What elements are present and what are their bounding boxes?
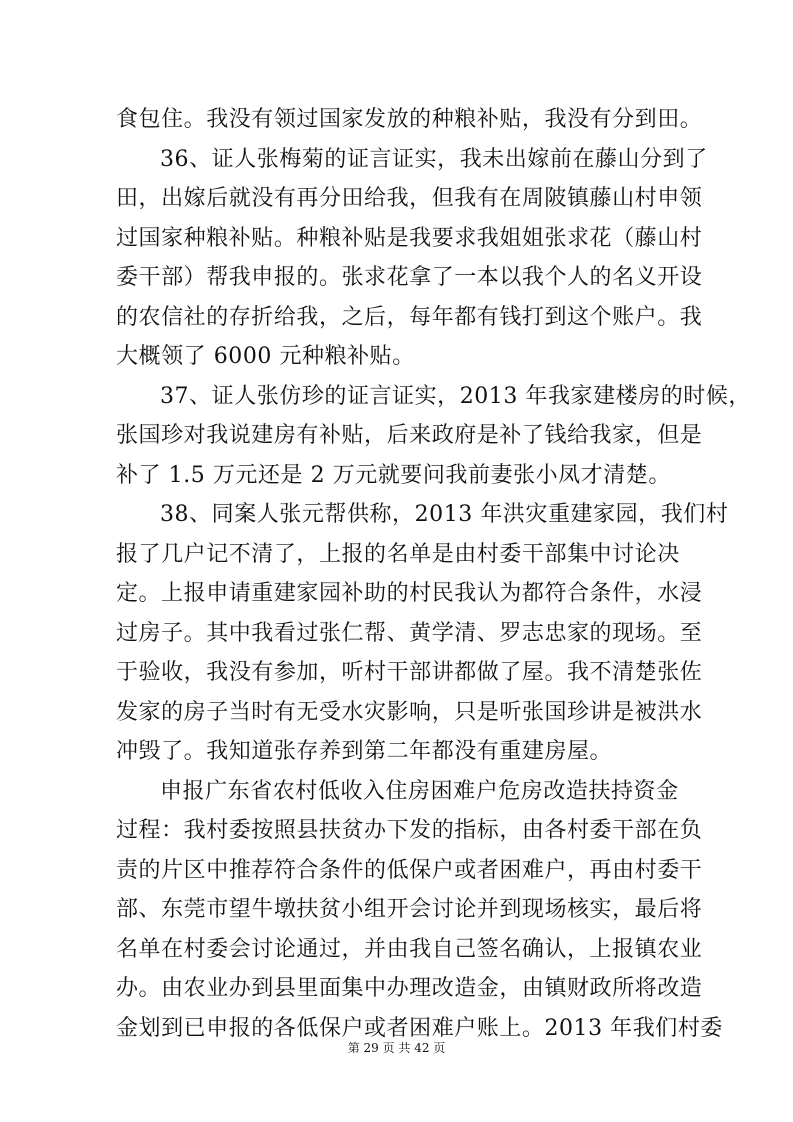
text-line: 食包住。我没有领过国家发放的种粮补贴，我没有分到田。 (116, 107, 703, 132)
text-line: 报了几户记不清了，上报的名单是由村委干部集中讨论决 (116, 542, 680, 567)
text-line: 金划到已申报的各低保户或者困难户账上。2013 年我们村委 (116, 1016, 723, 1041)
text-line: 过房子。其中我看过张仁帮、黄学清、罗志忠家的现场。至 (116, 621, 703, 646)
paragraph-start-line: 37、证人张仿珍的证言证实，2013 年我家建楼房的时候， (160, 384, 751, 409)
text-line: 过程：我村委按照县扶贫办下发的指标，由各村委干部在负 (116, 818, 703, 843)
paragraph-start-line: 38、同案人张元帮供称，2013 年洪灾重建家园，我们村 (160, 502, 729, 527)
text-line: 发家的房子当时有无受水灾影响，只是听张国珍讲是被洪水 (116, 700, 703, 725)
text-line: 大概领了 6000 元种粮补贴。 (116, 344, 415, 369)
text-line: 责的片区中推荐符合条件的低保户或者困难户，再由村委干 (116, 858, 703, 883)
text-line: 委干部）帮我申报的。张求花拿了一本以我个人的名义开设 (116, 265, 703, 290)
text-line: 张国珍对我说建房有补贴，后来政府是补了钱给我家，但是 (116, 423, 703, 448)
text-line: 过国家种粮补贴。种粮补贴是我要求我姐姐张求花（藤山村 (116, 226, 703, 251)
paragraph-start-line: 申报广东省农村低收入住房困难户危房改造扶持资金 (160, 779, 679, 804)
text-line: 补了 1.5 万元还是 2 万元就要问我前妻张小凤才清楚。 (116, 463, 671, 488)
text-line: 冲毁了。我知道张存养到第二年都没有重建房屋。 (116, 739, 613, 764)
text-line: 名单在村委会讨论通过，并由我自己签名确认，上报镇农业 (116, 937, 703, 962)
page-number-footer: 第 29 页 共 42 页 (347, 1041, 446, 1055)
text-line: 的农信社的存折给我，之后，每年都有钱打到这个账户。我 (116, 305, 703, 330)
text-line: 定。上报申请重建家园补助的村民我认为都符合条件，水浸 (116, 581, 703, 606)
text-line: 田，出嫁后就没有再分田给我，但我有在周陂镇藤山村申领 (116, 186, 703, 211)
text-line: 部、东莞市望牛墩扶贫小组开会讨论并到现场核实，最后将 (116, 897, 703, 922)
text-line: 办。由农业办到县里面集中办理改造金，由镇财政所将改造 (116, 976, 703, 1001)
text-line: 于验收，我没有参加，听村干部讲都做了屋。我不清楚张佐 (116, 660, 703, 685)
paragraph-start-line: 36、证人张梅菊的证言证实，我未出嫁前在藤山分到了 (160, 147, 708, 172)
